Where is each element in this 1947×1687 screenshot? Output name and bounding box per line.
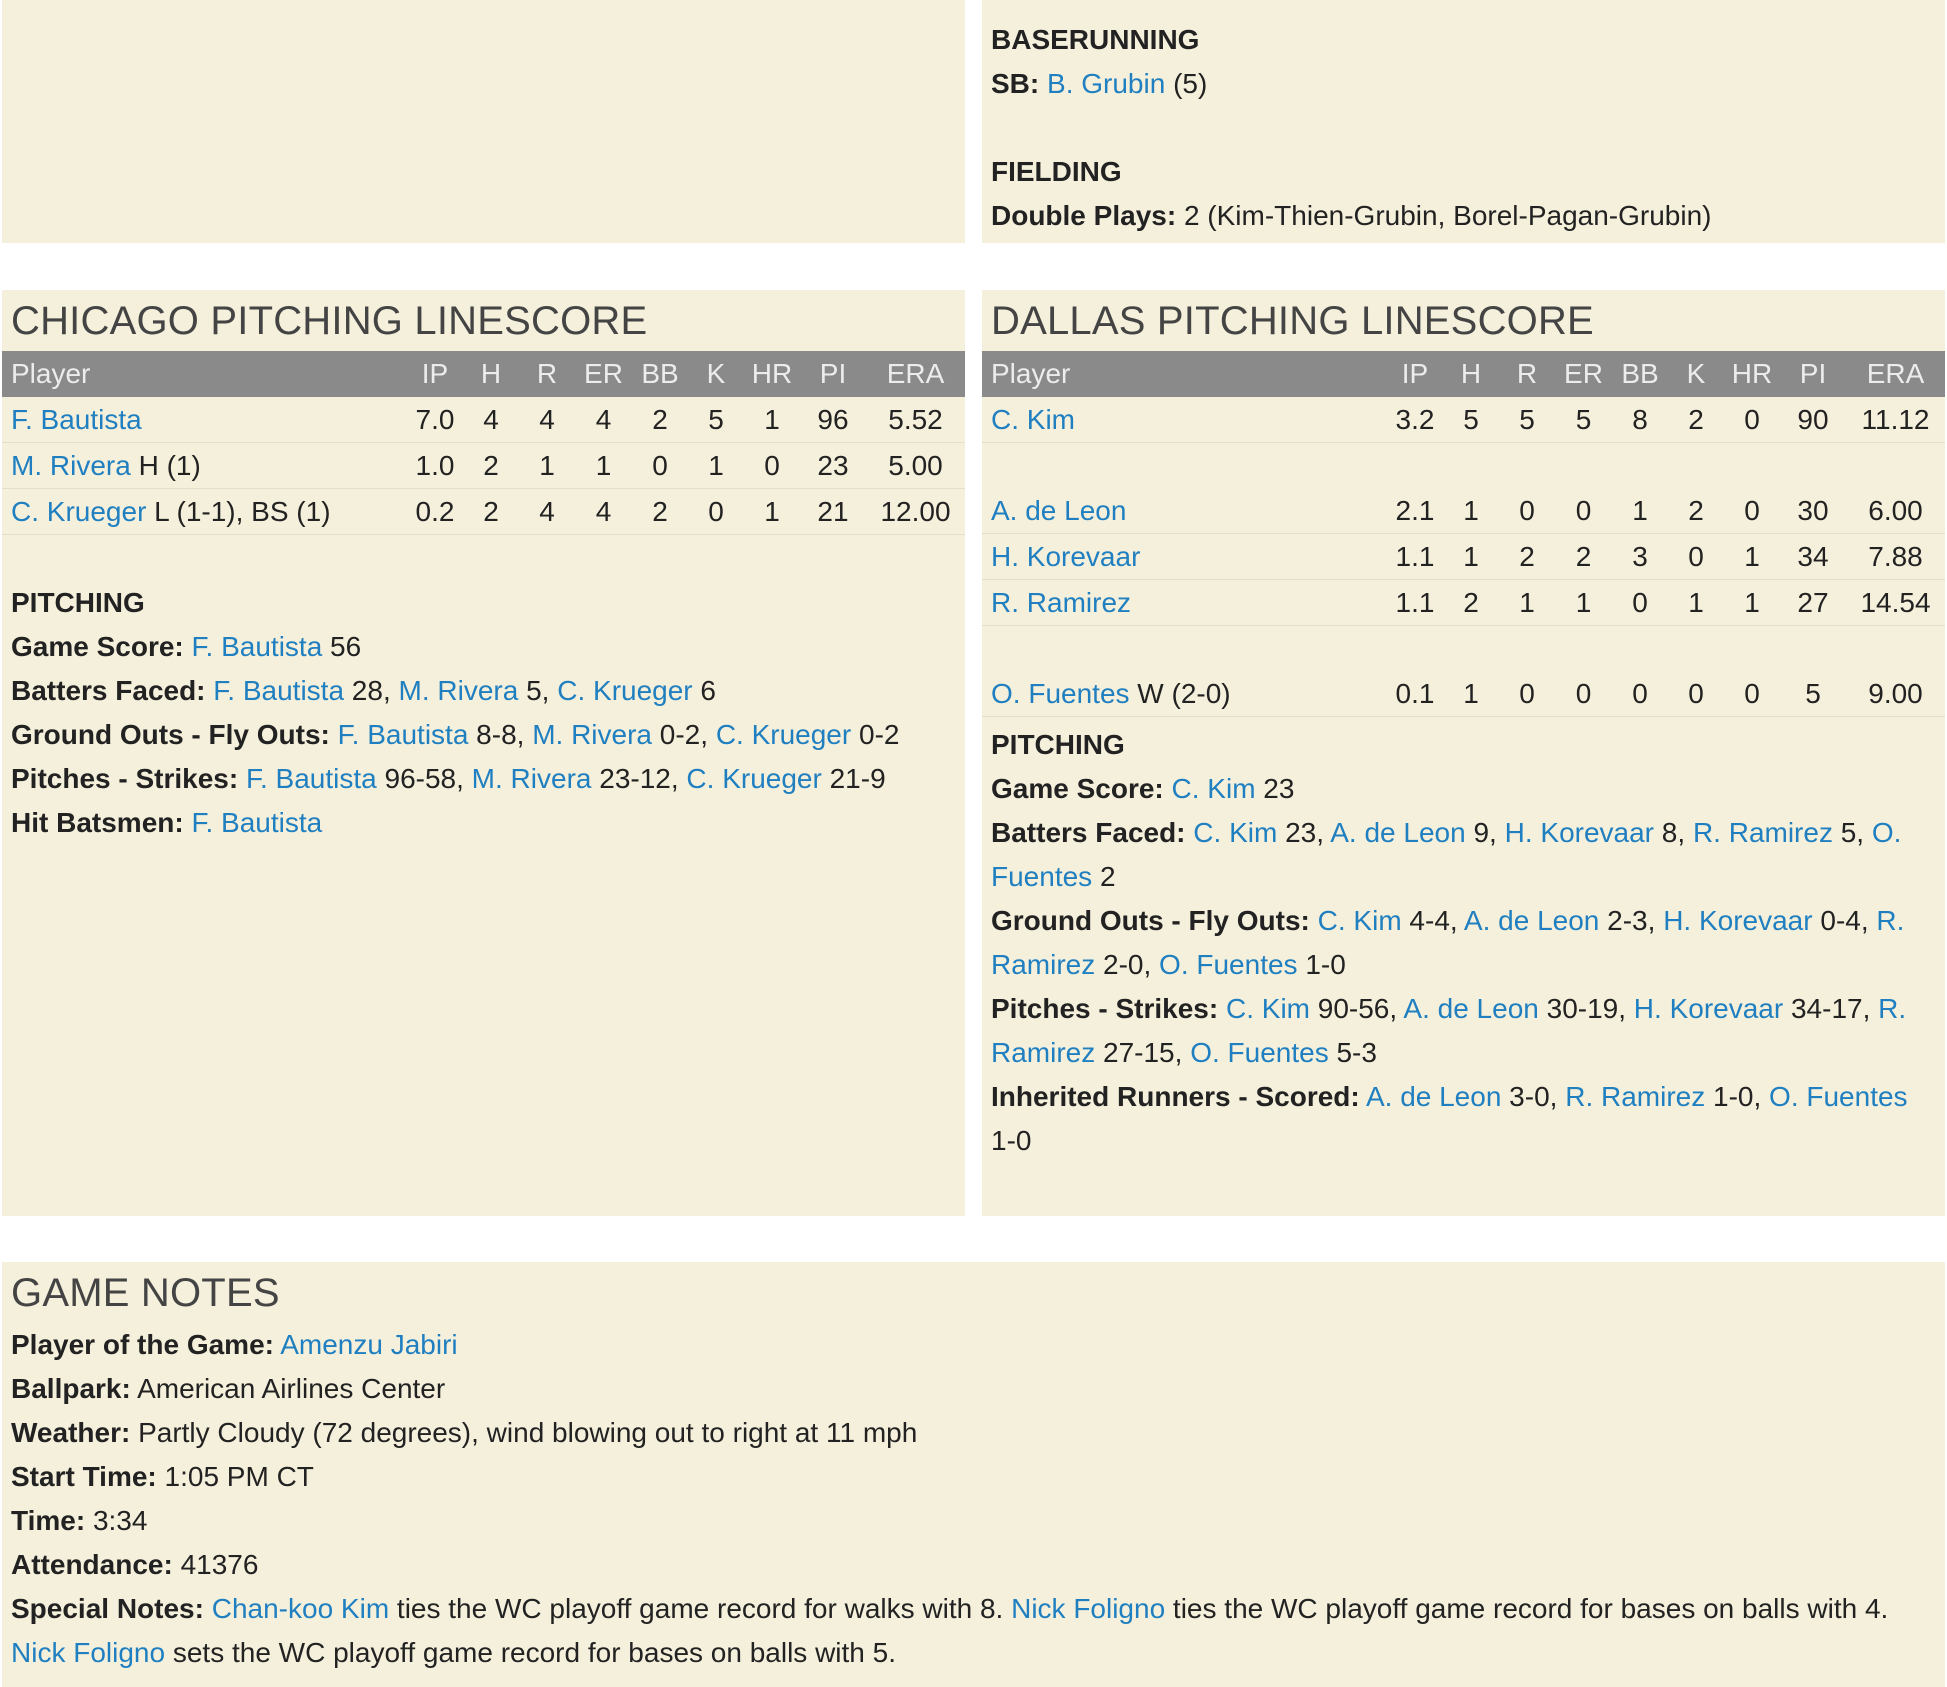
stat-pi: 23 bbox=[800, 443, 866, 489]
stat-r: 4 bbox=[519, 397, 575, 443]
baserunning-heading: BASERUNNING bbox=[991, 24, 1200, 55]
stat-h: 5 bbox=[1443, 397, 1499, 443]
attendance-label: Attendance: bbox=[11, 1549, 173, 1580]
start-time-value: 1:05 PM CT bbox=[164, 1461, 314, 1492]
player-link[interactable]: C. Kim bbox=[1225, 993, 1310, 1024]
player-link[interactable]: Nick Foligno bbox=[11, 1637, 166, 1668]
dallas-linescore-table bbox=[982, 351, 1945, 717]
player-link[interactable]: R. Ramirez bbox=[991, 993, 1907, 1068]
column-header-hr: HR bbox=[1724, 351, 1780, 397]
pitcher-cell bbox=[982, 397, 1387, 443]
stat-era: 11.12 bbox=[1846, 397, 1945, 443]
player-link[interactable]: C. Krueger bbox=[11, 495, 147, 527]
dallas-inherited-runners bbox=[991, 1075, 1931, 1163]
stat-value: 90-56, bbox=[1309, 993, 1404, 1024]
stat-er: 0 bbox=[1555, 671, 1612, 717]
stat-er: 4 bbox=[575, 489, 632, 535]
column-header-er: ER bbox=[575, 351, 632, 397]
stat-ip: 1.1 bbox=[1387, 580, 1443, 626]
player-link[interactable]: F. Bautista bbox=[191, 807, 323, 838]
pitcher-row bbox=[2, 397, 965, 443]
player-link[interactable]: A. de Leon bbox=[1330, 817, 1466, 848]
stat-r: 1 bbox=[519, 443, 575, 489]
stat-k: 5 bbox=[688, 397, 744, 443]
column-header-era: ERA bbox=[866, 351, 965, 397]
stat-ip: 0.2 bbox=[407, 489, 463, 535]
chicago-ground-fly-outs bbox=[11, 713, 965, 757]
player-link[interactable]: C. Kim bbox=[1171, 773, 1256, 804]
double-plays-line bbox=[991, 194, 1936, 238]
pitcher-row bbox=[982, 397, 1945, 443]
pitcher-cell bbox=[2, 397, 407, 443]
chicago-pitching-panel bbox=[2, 290, 965, 1216]
stat-r: 0 bbox=[1499, 488, 1555, 534]
stat-r: 2 bbox=[1499, 534, 1555, 580]
stat-er: 5 bbox=[1555, 397, 1612, 443]
stat-hr: 0 bbox=[1724, 397, 1780, 443]
stat-label: Game Score: bbox=[991, 773, 1164, 804]
game-notes-title: GAME NOTES bbox=[11, 1271, 280, 1315]
column-header-player: Player bbox=[982, 351, 1387, 397]
pitcher-row bbox=[982, 671, 1945, 717]
stat-bb: 2 bbox=[632, 397, 688, 443]
game-time-label: Time: bbox=[11, 1505, 86, 1536]
dallas-pitching-heading: PITCHING bbox=[991, 729, 1125, 760]
stat-value: 23-12, bbox=[591, 763, 687, 794]
player-link[interactable]: A. de Leon bbox=[1403, 993, 1539, 1024]
pitcher-row bbox=[982, 580, 1945, 626]
stat-ip: 7.0 bbox=[407, 397, 463, 443]
pog-label: Player of the Game: bbox=[11, 1329, 274, 1360]
chicago-pitches-strikes bbox=[11, 757, 965, 801]
stat-pi: 90 bbox=[1780, 397, 1846, 443]
stat-ip: 1.0 bbox=[407, 443, 463, 489]
player-link[interactable]: F. Bautista bbox=[337, 719, 469, 750]
top-left-panel bbox=[2, 0, 965, 243]
stat-value: 1-0, bbox=[1705, 1081, 1770, 1112]
player-link[interactable]: M. Rivera bbox=[532, 719, 652, 750]
stat-k: 2 bbox=[1668, 488, 1724, 534]
stat-ip: 0.1 bbox=[1387, 671, 1443, 717]
stat-er: 4 bbox=[575, 397, 632, 443]
spacer-row bbox=[982, 443, 1945, 489]
chicago-batters-faced bbox=[11, 669, 965, 713]
chicago-linescore-table bbox=[2, 351, 965, 535]
start-time-label: Start Time: bbox=[11, 1461, 157, 1492]
start-time-line bbox=[11, 1455, 1936, 1499]
dallas-pitching-panel bbox=[982, 290, 1945, 1216]
stat-pi: 27 bbox=[1780, 580, 1846, 626]
stat-hr: 0 bbox=[1724, 488, 1780, 534]
stat-value: 8-8, bbox=[468, 719, 533, 750]
stat-pi: 96 bbox=[800, 397, 866, 443]
stat-r: 5 bbox=[1499, 397, 1555, 443]
pitcher-cell bbox=[982, 580, 1387, 626]
stat-label: Special Notes: bbox=[11, 1593, 204, 1624]
stat-value: 5, bbox=[518, 675, 558, 706]
stat-label: Game Score: bbox=[11, 631, 184, 662]
player-link[interactable]: F. Bautista bbox=[245, 763, 377, 794]
attendance-value: 41376 bbox=[180, 1549, 259, 1580]
dallas-ground-fly-outs bbox=[991, 899, 1931, 987]
decision-note: W (2-0) bbox=[1129, 677, 1231, 709]
stat-label: Batters Faced: bbox=[991, 817, 1186, 848]
stat-h: 4 bbox=[463, 397, 519, 443]
player-link[interactable]: O. Fuentes bbox=[991, 817, 1902, 892]
stat-label: Pitches - Strikes: bbox=[11, 763, 239, 794]
pitcher-row bbox=[2, 443, 965, 489]
stat-hr: 0 bbox=[744, 443, 800, 489]
pitcher-row bbox=[2, 489, 965, 535]
stat-bb: 0 bbox=[1612, 671, 1668, 717]
stat-value: 0-2 bbox=[851, 719, 900, 750]
stat-value: 2-0, bbox=[1095, 949, 1160, 980]
player-link[interactable]: O. Fuentes bbox=[991, 677, 1130, 709]
stat-k: 1 bbox=[688, 443, 744, 489]
chicago-pitching-heading: PITCHING bbox=[11, 587, 145, 618]
player-of-game-line bbox=[11, 1323, 1936, 1367]
stat-ip: 2.1 bbox=[1387, 488, 1443, 534]
player-link[interactable]: C. Kim bbox=[991, 403, 1075, 435]
pitcher-cell bbox=[2, 443, 407, 489]
player-link[interactable]: O. Fuentes bbox=[1769, 1081, 1908, 1112]
stat-ip: 1.1 bbox=[1387, 534, 1443, 580]
pitcher-cell bbox=[982, 534, 1387, 580]
sb-count: (5) bbox=[1173, 68, 1208, 99]
stat-era: 5.52 bbox=[866, 397, 965, 443]
stat-value: 28, bbox=[344, 675, 399, 706]
pitcher-row bbox=[982, 488, 1945, 534]
game-time-line bbox=[11, 1499, 1936, 1543]
decision-note: L (1-1), BS (1) bbox=[146, 495, 331, 527]
player-link[interactable]: M. Rivera bbox=[471, 763, 592, 794]
stat-bb: 2 bbox=[632, 489, 688, 535]
stat-label: Ground Outs - Fly Outs: bbox=[991, 905, 1310, 936]
stat-value: 27-15, bbox=[1095, 1037, 1191, 1068]
stat-value: 0-4, bbox=[1812, 905, 1877, 936]
column-header-ip: IP bbox=[407, 351, 463, 397]
spacer-row bbox=[982, 626, 1945, 672]
spacer-cell bbox=[982, 626, 1945, 672]
column-header-h: H bbox=[463, 351, 519, 397]
stat-label: Inherited Runners - Scored: bbox=[991, 1081, 1360, 1112]
stat-era: 6.00 bbox=[1846, 488, 1945, 534]
stat-label: Hit Batsmen: bbox=[11, 807, 184, 838]
stat-hr: 0 bbox=[1724, 671, 1780, 717]
weather-line bbox=[11, 1411, 1936, 1455]
dp-label: Double Plays: bbox=[991, 200, 1177, 231]
player-link[interactable]: H. Korevaar bbox=[1633, 993, 1784, 1024]
stat-h: 1 bbox=[1443, 488, 1499, 534]
stat-bb: 0 bbox=[1612, 580, 1668, 626]
stolen-bases-line bbox=[991, 62, 1936, 106]
stat-value: 34-17, bbox=[1783, 993, 1879, 1024]
stat-k: 2 bbox=[1668, 397, 1724, 443]
pitcher-cell bbox=[982, 488, 1387, 534]
stat-value: 56 bbox=[322, 631, 362, 662]
ballpark-value: American Airlines Center bbox=[137, 1373, 446, 1404]
stat-bb: 8 bbox=[1612, 397, 1668, 443]
weather-value: Partly Cloudy (72 degrees), wind blowing out to right at 11 mph bbox=[138, 1417, 918, 1448]
column-header-r: R bbox=[1499, 351, 1555, 397]
game-notes-panel bbox=[2, 1262, 1945, 1687]
pitcher-cell bbox=[2, 489, 407, 535]
player-link[interactable]: R. Ramirez bbox=[1565, 1081, 1706, 1112]
stat-era: 14.54 bbox=[1846, 580, 1945, 626]
weather-label: Weather: bbox=[11, 1417, 131, 1448]
player-link[interactable]: A. de Leon bbox=[1365, 1081, 1502, 1112]
player-link[interactable]: H. Korevaar bbox=[991, 540, 1141, 572]
player-link[interactable]: Nick Foligno bbox=[1011, 1593, 1166, 1624]
player-link[interactable]: Amenzu Jabiri bbox=[280, 1329, 458, 1360]
stat-value: ties the WC playoff game record for bases on balls with 4. bbox=[1165, 1593, 1889, 1624]
player-link[interactable]: H. Korevaar bbox=[1504, 817, 1655, 848]
stat-k: 0 bbox=[688, 489, 744, 535]
player-link[interactable]: C. Kim bbox=[1193, 817, 1278, 848]
attendance-line bbox=[11, 1543, 1936, 1587]
chicago-game-score bbox=[11, 625, 965, 669]
stat-value: ties the WC playoff game record for walks with 8. bbox=[389, 1593, 1012, 1624]
stat-hr: 1 bbox=[1724, 580, 1780, 626]
column-header-h: H bbox=[1443, 351, 1499, 397]
special-notes bbox=[11, 1587, 1936, 1675]
player-link[interactable]: F. Bautista bbox=[11, 403, 142, 435]
stat-r: 4 bbox=[519, 489, 575, 535]
stat-value: 23 bbox=[1255, 773, 1295, 804]
stat-hr: 1 bbox=[1724, 534, 1780, 580]
fielding-heading: FIELDING bbox=[991, 156, 1122, 187]
stat-value: 6 bbox=[692, 675, 716, 706]
player-link[interactable]: R. Ramirez bbox=[991, 586, 1132, 618]
stat-er: 2 bbox=[1555, 534, 1612, 580]
stat-hr: 1 bbox=[744, 489, 800, 535]
stat-label: Batters Faced: bbox=[11, 675, 206, 706]
dallas-batters-faced bbox=[991, 811, 1931, 899]
stat-k: 1 bbox=[1668, 580, 1724, 626]
stat-pi: 30 bbox=[1780, 488, 1846, 534]
player-link[interactable]: C. Krueger bbox=[715, 719, 852, 750]
stat-era: 12.00 bbox=[866, 489, 965, 535]
pitcher-cell bbox=[982, 671, 1387, 717]
player-link[interactable]: Chan-koo Kim bbox=[211, 1593, 390, 1624]
player-link[interactable]: M. Rivera bbox=[11, 449, 131, 481]
stat-value: 5, bbox=[1832, 817, 1872, 848]
player-link[interactable]: C. Kim bbox=[1317, 905, 1402, 936]
stat-value: 8, bbox=[1654, 817, 1693, 848]
column-header-player: Player bbox=[2, 351, 407, 397]
player-link[interactable]: O. Fuentes bbox=[1190, 1037, 1329, 1068]
column-header-k: K bbox=[1668, 351, 1724, 397]
stat-value: 5-3 bbox=[1328, 1037, 1377, 1068]
player-link[interactable]: B. Grubin bbox=[1047, 68, 1166, 99]
stat-h: 2 bbox=[463, 489, 519, 535]
dallas-linescore-title: DALLAS PITCHING LINESCORE bbox=[991, 299, 1594, 343]
column-header-bb: BB bbox=[1612, 351, 1668, 397]
stat-er: 1 bbox=[1555, 580, 1612, 626]
stat-era: 9.00 bbox=[1846, 671, 1945, 717]
stat-label: Pitches - Strikes: bbox=[991, 993, 1219, 1024]
player-link[interactable]: O. Fuentes bbox=[1159, 949, 1298, 980]
column-header-r: R bbox=[519, 351, 575, 397]
player-link[interactable]: R. Ramirez bbox=[1692, 817, 1833, 848]
stat-value: 4-4, bbox=[1401, 905, 1464, 936]
stat-h: 1 bbox=[1443, 534, 1499, 580]
player-link[interactable]: C. Krueger bbox=[557, 675, 693, 706]
stat-h: 2 bbox=[1443, 580, 1499, 626]
player-link[interactable]: A. de Leon bbox=[991, 494, 1127, 526]
player-link[interactable]: F. Bautista bbox=[213, 675, 345, 706]
stat-value: 9, bbox=[1465, 817, 1505, 848]
player-link[interactable]: H. Korevaar bbox=[1663, 905, 1813, 936]
stat-era: 7.88 bbox=[1846, 534, 1945, 580]
column-header-ip: IP bbox=[1387, 351, 1443, 397]
player-link[interactable]: A. de Leon bbox=[1463, 905, 1600, 936]
stat-value: 2 bbox=[1092, 861, 1116, 892]
stat-value: 0-2, bbox=[652, 719, 716, 750]
stat-pi: 5 bbox=[1780, 671, 1846, 717]
baserunning-fielding-panel bbox=[982, 0, 1945, 243]
player-link[interactable]: M. Rivera bbox=[398, 675, 519, 706]
stat-hr: 1 bbox=[744, 397, 800, 443]
decision-note: H (1) bbox=[130, 449, 201, 481]
stat-value: 2-3, bbox=[1599, 905, 1664, 936]
stat-r: 0 bbox=[1499, 671, 1555, 717]
stat-ip: 3.2 bbox=[1387, 397, 1443, 443]
column-header-bb: BB bbox=[632, 351, 688, 397]
stat-h: 2 bbox=[463, 443, 519, 489]
dallas-game-score bbox=[991, 767, 1931, 811]
player-link[interactable]: R. Ramirez bbox=[991, 905, 1905, 980]
stat-er: 0 bbox=[1555, 488, 1612, 534]
spacer-cell bbox=[982, 443, 1945, 489]
stat-bb: 1 bbox=[1612, 488, 1668, 534]
stat-value: 1-0 bbox=[1297, 949, 1346, 980]
dp-value: 2 (Kim-Thien-Grubin, Borel-Pagan-Grubin) bbox=[1183, 200, 1712, 231]
column-header-er: ER bbox=[1555, 351, 1612, 397]
stat-r: 1 bbox=[1499, 580, 1555, 626]
column-header-pi: PI bbox=[1780, 351, 1846, 397]
chicago-hit-batsmen bbox=[11, 801, 965, 845]
stat-pi: 34 bbox=[1780, 534, 1846, 580]
column-header-k: K bbox=[688, 351, 744, 397]
stat-er: 1 bbox=[575, 443, 632, 489]
stat-pi: 21 bbox=[800, 489, 866, 535]
stat-k: 0 bbox=[1668, 671, 1724, 717]
stat-value: 21-9 bbox=[821, 763, 886, 794]
stat-bb: 0 bbox=[632, 443, 688, 489]
game-time-value: 3:34 bbox=[92, 1505, 148, 1536]
stat-label: Ground Outs - Fly Outs: bbox=[11, 719, 330, 750]
stat-value: 96-58, bbox=[376, 763, 472, 794]
column-header-era: ERA bbox=[1846, 351, 1945, 397]
player-link[interactable]: C. Krueger bbox=[686, 763, 822, 794]
stat-k: 0 bbox=[1668, 534, 1724, 580]
header-row bbox=[2, 351, 965, 397]
dallas-pitches-strikes bbox=[991, 987, 1931, 1075]
ballpark-line bbox=[11, 1367, 1936, 1411]
pitcher-row bbox=[982, 534, 1945, 580]
stat-value: sets the WC playoff game record for bases on balls with 5. bbox=[165, 1637, 897, 1668]
stat-bb: 3 bbox=[1612, 534, 1668, 580]
chicago-linescore-title: CHICAGO PITCHING LINESCORE bbox=[11, 299, 648, 343]
stat-value: 1-0 bbox=[991, 1125, 1032, 1156]
column-header-hr: HR bbox=[744, 351, 800, 397]
sb-label: SB: bbox=[991, 68, 1040, 99]
player-link[interactable]: F. Bautista bbox=[191, 631, 323, 662]
stat-value: 23, bbox=[1277, 817, 1331, 848]
stat-h: 1 bbox=[1443, 671, 1499, 717]
stat-era: 5.00 bbox=[866, 443, 965, 489]
column-header-pi: PI bbox=[800, 351, 866, 397]
ballpark-label: Ballpark: bbox=[11, 1373, 131, 1404]
stat-value: 3-0, bbox=[1501, 1081, 1566, 1112]
header-row bbox=[982, 351, 1945, 397]
stat-value: 30-19, bbox=[1538, 993, 1634, 1024]
